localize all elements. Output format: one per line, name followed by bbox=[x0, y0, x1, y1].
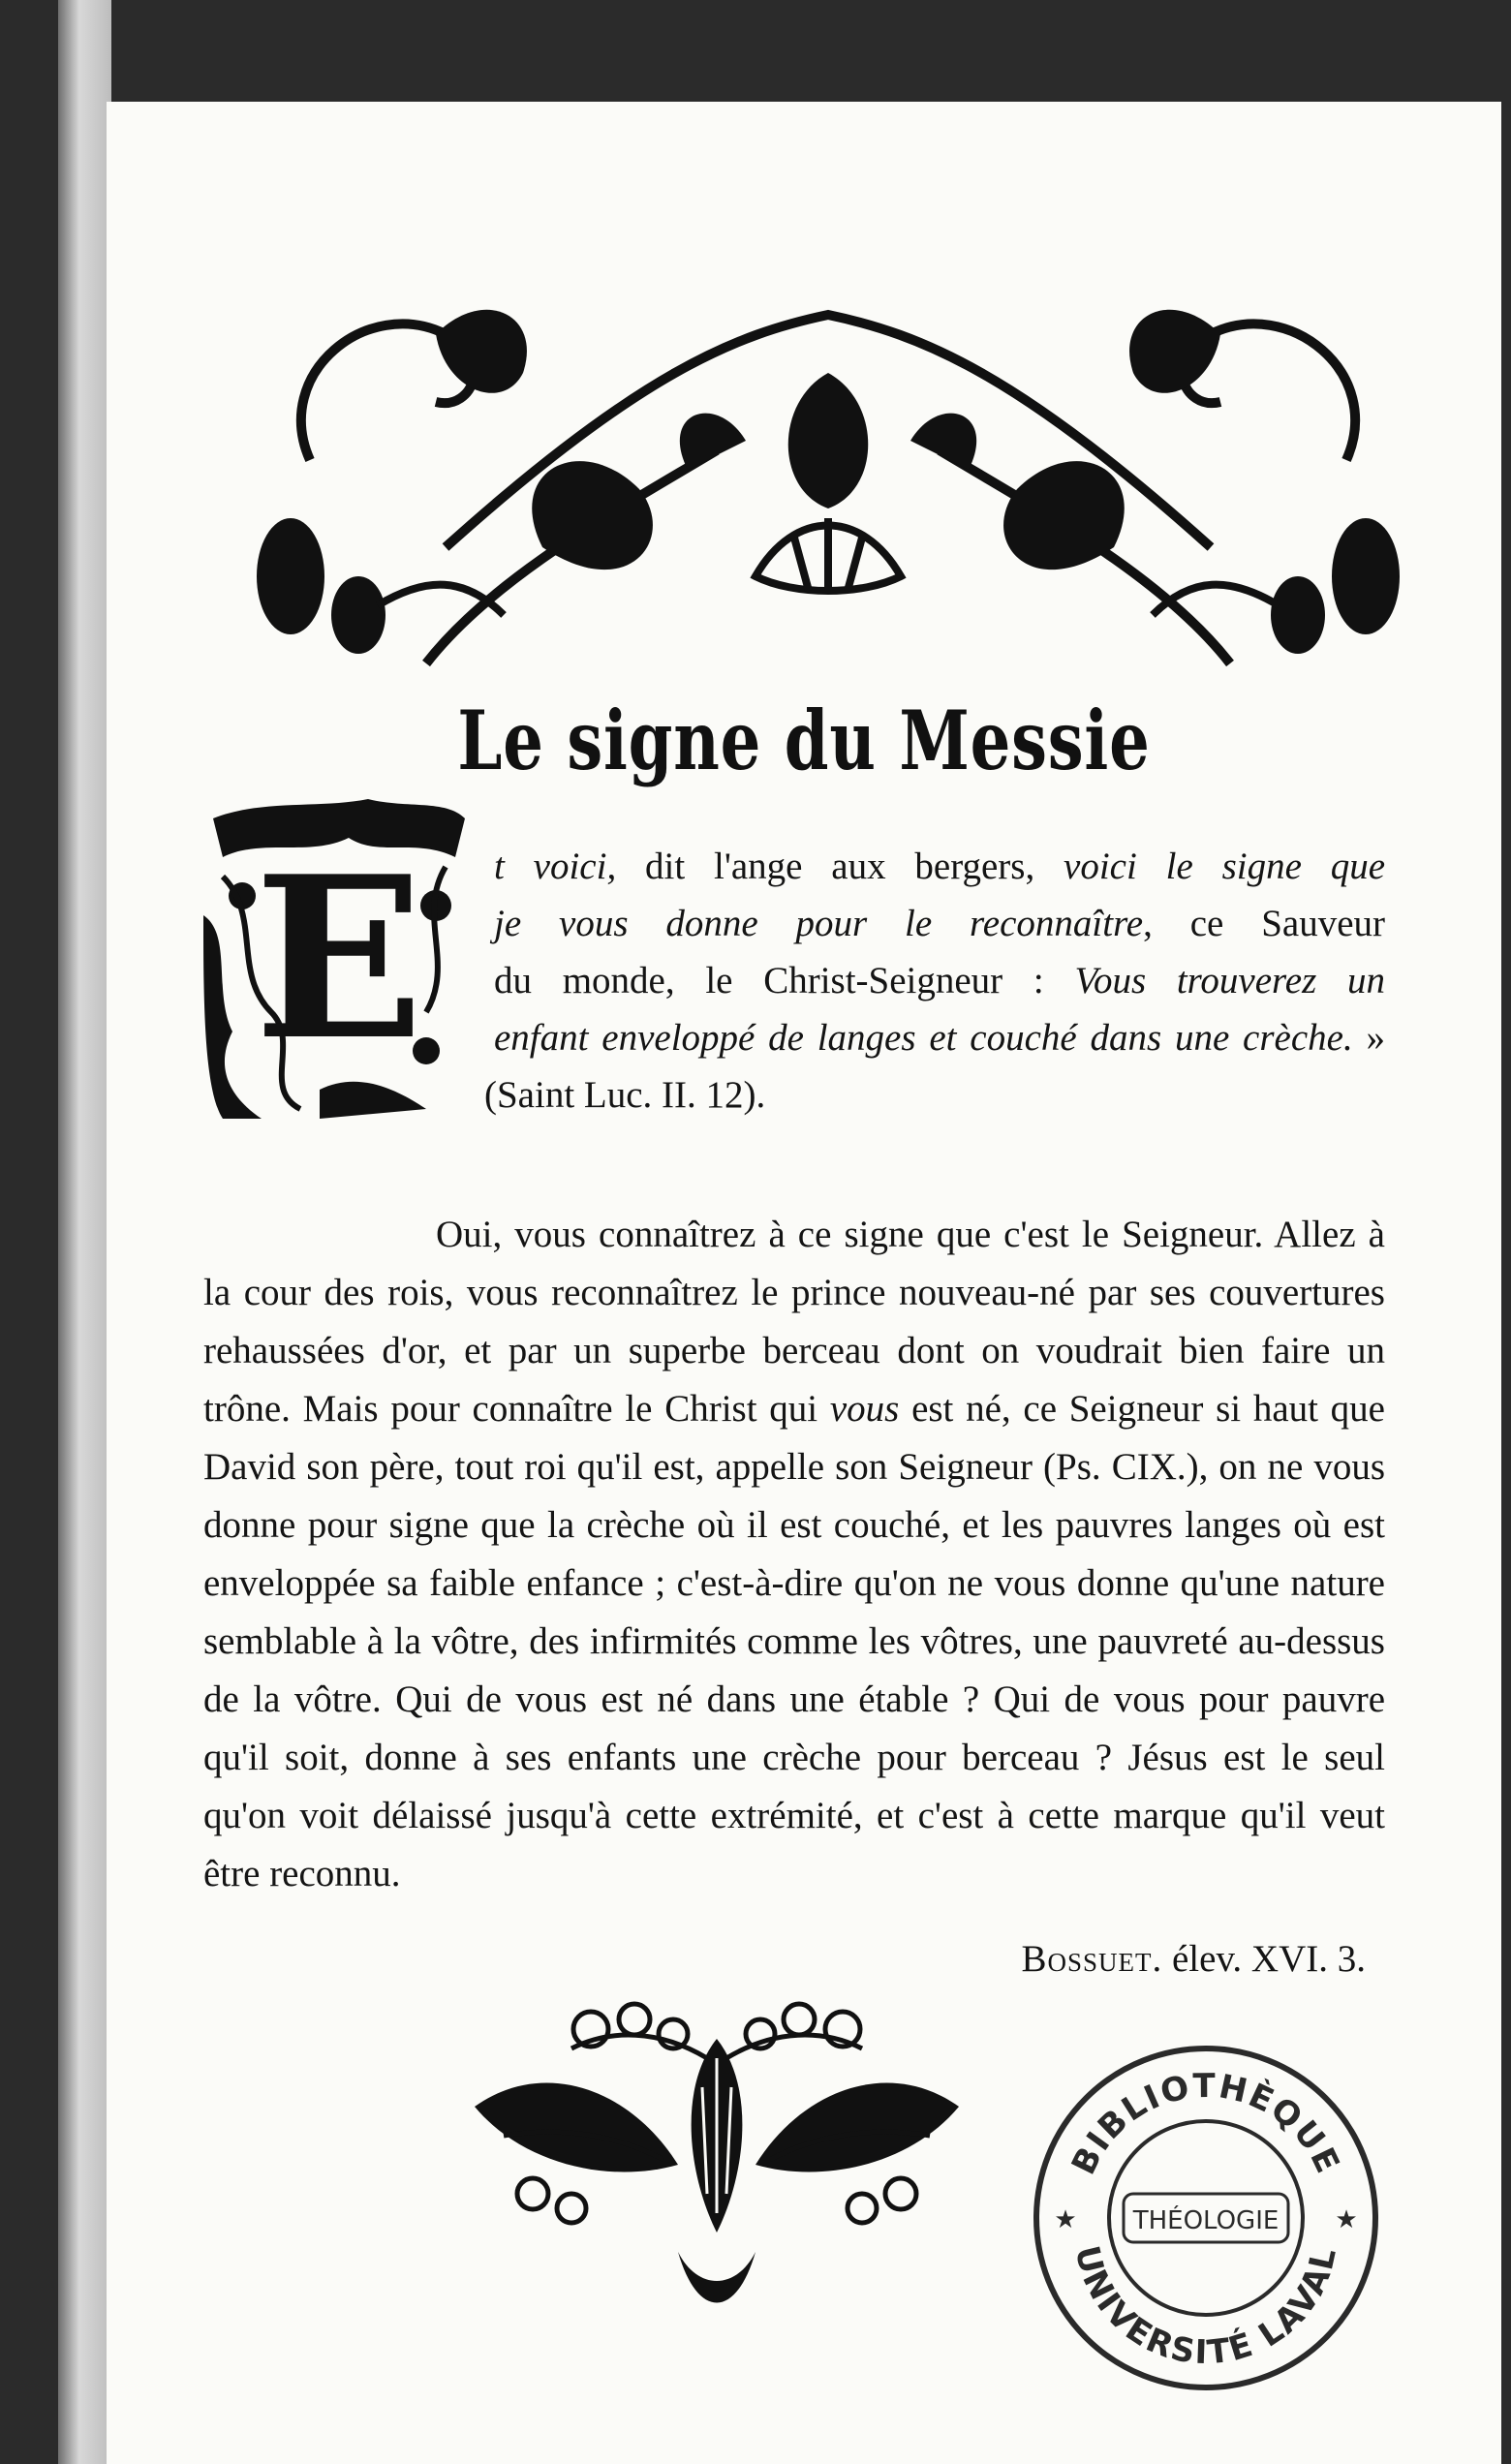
page-title: Le signe du Messie bbox=[457, 693, 1151, 788]
italic-text: Vous trouverez un bbox=[1074, 960, 1385, 1001]
book-page bbox=[107, 102, 1501, 2464]
stamp-bottom-text: UNIVERSITÉ LAVAL bbox=[1066, 2241, 1345, 2373]
paragraph-line bbox=[203, 952, 1385, 1009]
attribution-reference: élev. XVI. 3. bbox=[1172, 1938, 1366, 1980]
stamp-star-left-icon: ★ bbox=[1054, 2205, 1077, 2234]
svg-text:UNIVERSITÉ LAVAL bbox=[1067, 2242, 1345, 2373]
text-run: est né, ce Seigneur si haut que David son père, tout roi qu'il est, appelle son Seigneur (Ps. CIX.), on ne vous donne pour signe que la crèche où il est couché, et les pauvres langes où est enveloppée sa faible enfance ; c'est-à-dire qu'on ne vous donne qu'une nature semblable à la vôtre, des infirmités comme les vôtres, une pauvreté au-dessus de la vôtre. Qui de vous est né dans une étable ? Qui de vous pour pauvre qu'il soit, donne à ses enfants une crèche pour berceau ? Jésus est le seul qu'on voit délaissé jusqu'à cette extrémité, et c'est à cette marque qu'il veut être reconnu. bbox=[203, 1388, 1385, 1894]
library-stamp bbox=[1027, 2039, 1385, 2397]
attribution bbox=[1021, 1937, 1366, 1981]
body-paragraph bbox=[203, 1206, 1385, 1903]
italic-text: je vous donne pour le reconnaître bbox=[494, 903, 1144, 944]
italic-text: enfant enveloppé de langes et couché dans une crèche. bbox=[494, 1017, 1353, 1059]
text-run: » bbox=[1352, 1017, 1386, 1059]
italic-text: voici le signe que bbox=[1064, 846, 1386, 887]
italic-text: t bbox=[494, 846, 534, 887]
opening-paragraph bbox=[203, 838, 1385, 1124]
stamp-top-text: BIBLIOTHÈQUE bbox=[1064, 2066, 1348, 2181]
paragraph-line bbox=[203, 838, 1385, 895]
floral-tailpiece-ornament bbox=[465, 2000, 969, 2329]
stamp-center-text: THÉOLOGIE bbox=[1132, 2206, 1280, 2235]
text-run: (Saint Luc. II. 12). bbox=[484, 1074, 766, 1116]
paragraph-line bbox=[203, 895, 1385, 952]
paragraph-line bbox=[203, 1066, 1385, 1124]
text-run: Oui, vous connaîtrez à ce signe que c'est le Seigneur. Allez à la cour des rois, vous reconnaîtrez le prince nouveau-né par ses couvertures rehaussées d'or, et par un superbe berceau dont on voudrait bien faire un trône. Mais pour connaître le Christ qui bbox=[203, 1214, 1385, 1430]
attribution-author: Bossuet. bbox=[1021, 1938, 1163, 1980]
stamp-star-right-icon: ★ bbox=[1335, 2205, 1358, 2234]
drop-cap-letter: E bbox=[254, 828, 424, 1090]
italic-text: voici, bbox=[533, 846, 617, 887]
italic-text: vous bbox=[829, 1388, 900, 1430]
page-edge bbox=[58, 0, 111, 2464]
paragraph-line bbox=[203, 1009, 1385, 1066]
text-run: du monde, le Christ-Seigneur : bbox=[494, 960, 1075, 1001]
text-run: , ce Sauveur bbox=[1143, 903, 1386, 944]
floral-headpiece-ornament bbox=[252, 257, 1404, 673]
text-run: dit l'ange aux bergers, bbox=[616, 846, 1064, 887]
